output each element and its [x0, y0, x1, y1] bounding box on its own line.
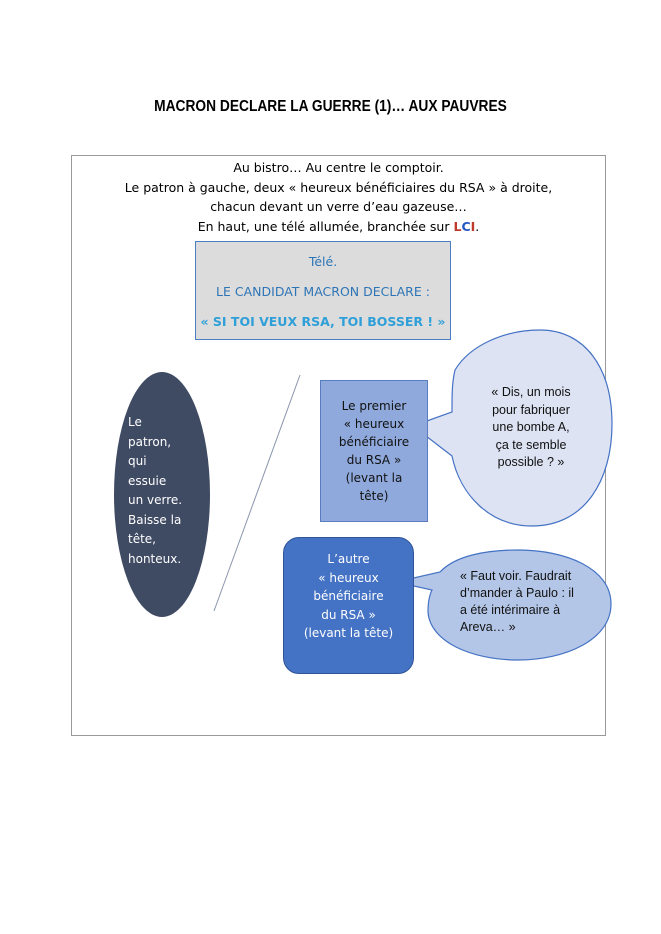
- intro-line-2: Le patron à gauche, deux « heureux bénéficiaires du RSA » à droite,: [124, 179, 553, 195]
- patron-line: honteux.: [128, 551, 182, 566]
- premier-line: « heureux: [343, 417, 405, 431]
- intro-line-1: Au bistro… Au centre le comptoir.: [233, 160, 444, 175]
- premier-line: du RSA »: [346, 453, 402, 467]
- autre-speech-line: « Faut voir. Faudrait: [460, 569, 572, 583]
- patron-line: essuie: [128, 473, 167, 488]
- tv-subheading: LE CANDIDAT MACRON DECLARE :: [216, 284, 430, 299]
- intro-line-3: chacun devant un verre d’eau gazeuse…: [210, 199, 467, 214]
- autre-speech-line: a été intérimaire à: [460, 603, 561, 617]
- tv-heading: Télé.: [308, 254, 338, 269]
- premier-line: bénéficiaire: [338, 435, 410, 449]
- patron-line: patron,: [128, 434, 172, 449]
- autre-speech-line: Areva… »: [460, 620, 516, 634]
- autre-line: « heureux: [318, 570, 379, 585]
- autre-line: du RSA »: [321, 607, 376, 622]
- intro-line-4-prefix: En haut, une télé allumée, branchée sur: [197, 218, 454, 234]
- tv-quote: « SI TOI VEUX RSA, TOI BOSSER ! »: [200, 314, 446, 329]
- premier-speech-text: [478, 384, 584, 472]
- premier-line: (levant la: [345, 471, 403, 485]
- autre-speech-line: d’mander à Paulo : il: [460, 586, 574, 600]
- autre-line: bénéficiaire: [313, 589, 384, 603]
- premier-speech-line: une bombe A,: [492, 420, 570, 434]
- premier-beneficiaire-box: [320, 380, 428, 522]
- autre-speech-text: [460, 568, 580, 636]
- patron-line: un verre.: [128, 493, 183, 507]
- patron-line: Le: [128, 415, 142, 429]
- page-title: MACRON DECLARE LA GUERRE (1)… AUX PAUVRES: [154, 98, 507, 115]
- premier-speech-line: ça te semble: [495, 437, 567, 452]
- premier-line: Le premier: [341, 399, 407, 413]
- patron-line: Baisse la: [128, 512, 182, 527]
- premier-speech-line: possible ? »: [497, 455, 565, 469]
- premier-line: tête): [359, 489, 389, 503]
- lci-letter-l: L: [453, 218, 462, 234]
- intro-line-4-suffix: .: [475, 218, 480, 234]
- autre-beneficiaire-box: [283, 537, 414, 674]
- patron-line: qui: [128, 454, 147, 468]
- lci-letter-c: C: [461, 218, 471, 234]
- patron-line: tête,: [128, 532, 156, 546]
- autre-line: (levant la tête): [303, 626, 394, 640]
- lci-letter-i: I: [470, 218, 476, 234]
- premier-speech-line: pour fabriquer: [492, 402, 570, 417]
- autre-line: L’autre: [327, 552, 370, 566]
- premier-speech-line: « Dis, un mois: [491, 385, 571, 399]
